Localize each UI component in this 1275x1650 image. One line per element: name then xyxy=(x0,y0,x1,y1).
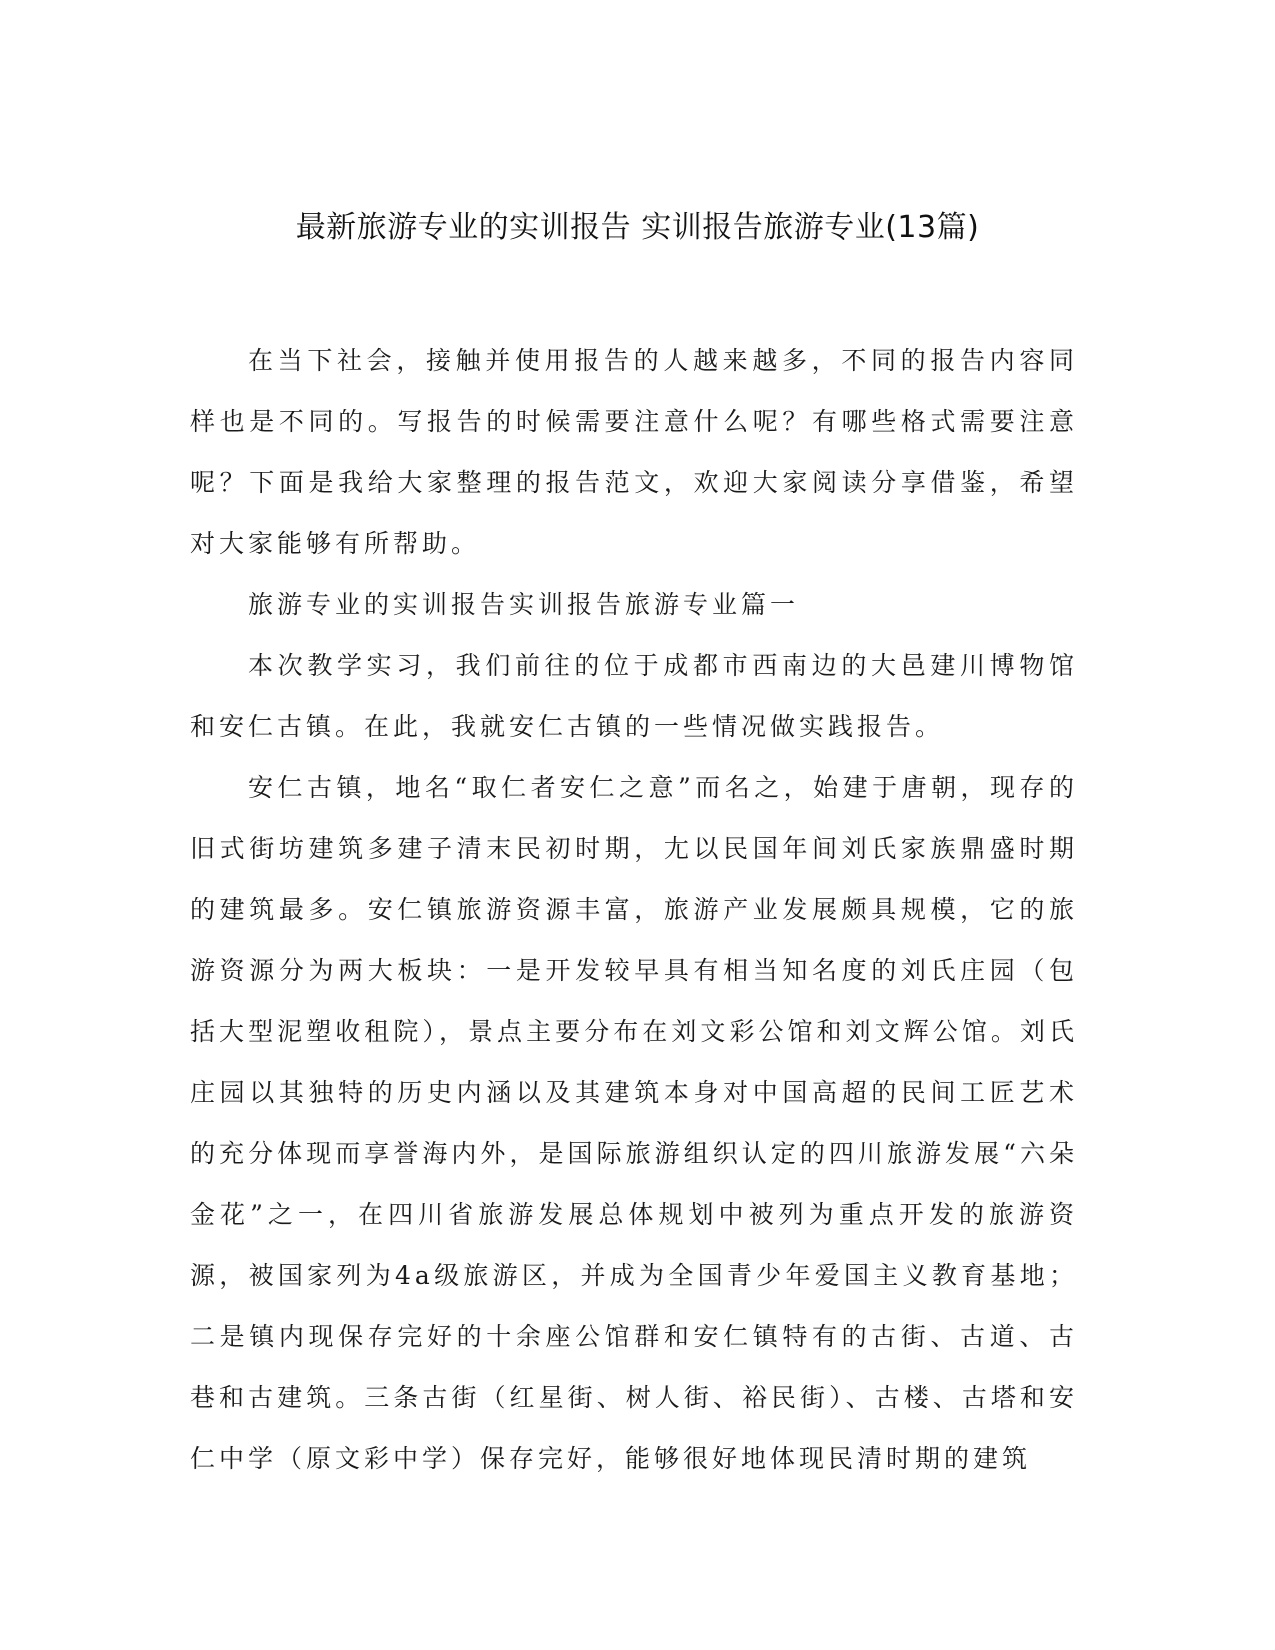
paragraph-intro: 在当下社会，接触并使用报告的人越来越多，不同的报告内容同样也是不同的。写报告的时候需要注意什么呢？有哪些格式需要注意呢？下面是我给大家整理的报告范文，欢迎大家阅读分享借鉴，希望对大家能够有所帮助。 xyxy=(190,346,1078,558)
paragraph-anren-town: 安仁古镇，地名“取仁者安仁之意”而名之，始建于唐朝，现存的旧式街坊建筑多建子清末民初时期，尢以民国年间刘氏家族鼎盛时期的建筑最多。安仁镇旅游资源丰富，旅游产业发展颇具规模，它的旅游资源分为两大板块：一是开发较早具有相当知名度的刘氏庄园（包括大型泥塑收租院），景点主要分布在刘文彩公馆和刘文辉公馆。刘氏庄园以其独特的历史内涵以及其建筑本身对中国高超的民间工匠艺术的充分体现而享誉海内外，是国际旅游组织认定的四川旅游发展“六朵金花”之一，在四川省旅游发展总体规划中被列为重点开发的旅游资源，被国家列为4a级旅游区，并成为全国青少年爱国主义教育基地；二是镇内现保存完好的十余座公馆群和安仁镇特有的古街、古道、古巷和古建筑。三条古街（红星街、树人街、裕民街）、古楼、古塔和安仁中学（原文彩中学）保存完好，能够很好地体现民清时期的建筑 xyxy=(190,773,1078,1473)
paragraph-internship: 本次教学实习，我们前往的位于成都市西南边的大邑建川博物馆和安仁古镇。在此，我就安仁古镇的一些情况做实践报告。 xyxy=(190,651,1078,741)
section-heading: 旅游专业的实训报告实训报告旅游专业篇一 xyxy=(248,590,800,619)
document-title: 最新旅游专业的实训报告 实训报告旅游专业(13篇) xyxy=(295,210,980,245)
document-body xyxy=(190,330,1078,1489)
